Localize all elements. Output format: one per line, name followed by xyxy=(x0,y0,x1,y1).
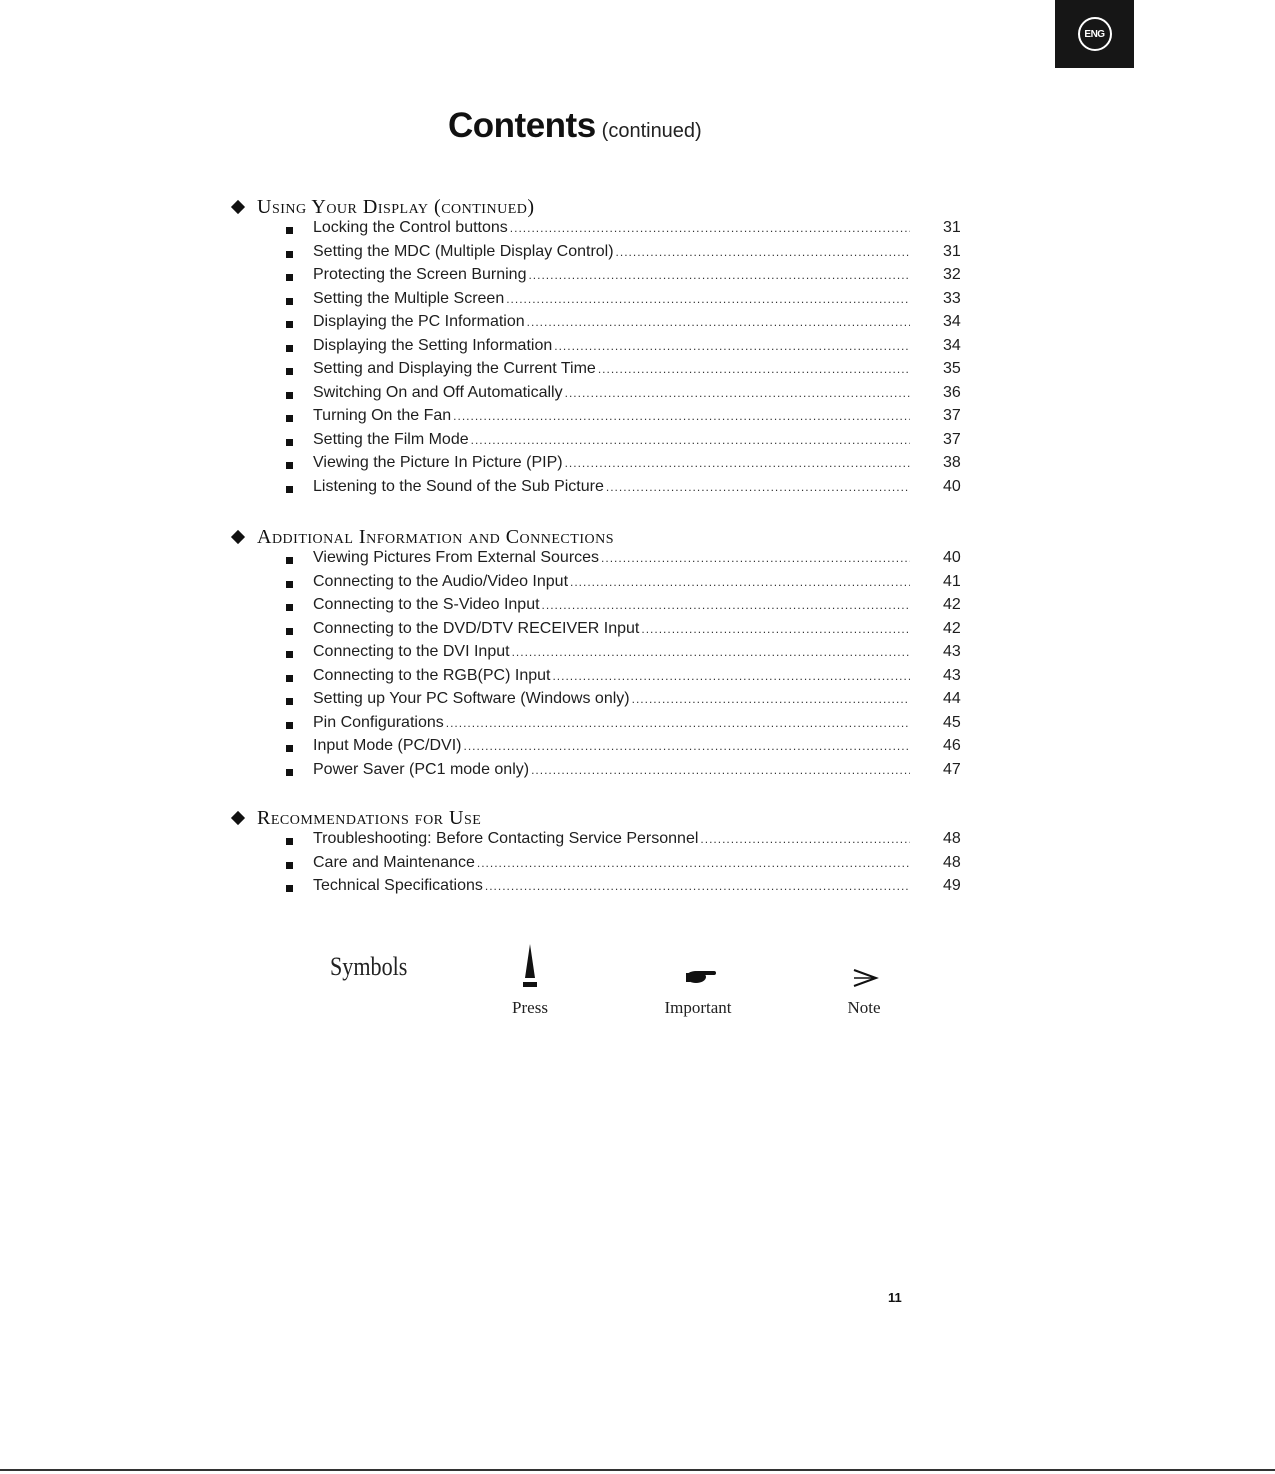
language-badge: ENG xyxy=(1078,17,1112,51)
square-bullet-icon xyxy=(286,486,293,493)
title-main: Contents xyxy=(448,106,596,145)
toc-entry-page: 31 xyxy=(943,219,961,236)
dot-leader xyxy=(565,456,910,470)
toc-entry-list xyxy=(230,549,970,784)
toc-entry-page: 49 xyxy=(943,877,961,894)
square-bullet-icon xyxy=(286,698,293,705)
toc-entry xyxy=(230,573,970,597)
toc-entry-title: Displaying the PC Information xyxy=(313,313,525,330)
toc-entry xyxy=(230,266,970,290)
symbol-note xyxy=(804,938,924,1017)
square-bullet-icon xyxy=(286,415,293,422)
toc-entry xyxy=(230,620,970,644)
dot-leader xyxy=(632,692,910,706)
square-bullet-icon xyxy=(286,345,293,352)
toc-entry-title: Care and Maintenance xyxy=(313,853,475,871)
toc-entry-page: 34 xyxy=(943,313,961,330)
toc-entry xyxy=(230,549,970,573)
symbols-legend xyxy=(330,938,930,1038)
square-bullet-icon xyxy=(286,604,293,611)
toc-entry-page: 45 xyxy=(943,713,961,731)
press-icon xyxy=(470,938,590,994)
square-bullet-icon xyxy=(286,675,293,682)
diamond-bullet-icon xyxy=(231,811,245,825)
square-bullet-icon xyxy=(286,321,293,328)
toc-entry xyxy=(230,596,970,620)
dot-leader xyxy=(464,739,911,753)
toc-entry-page: 48 xyxy=(943,830,961,847)
toc-entry-title: Viewing Pictures From External Sources xyxy=(313,549,600,566)
toc-entry xyxy=(230,290,970,314)
toc-entry-title: Setting the Multiple Screen xyxy=(313,289,505,307)
toc-entry-page: 38 xyxy=(943,454,961,471)
square-bullet-icon xyxy=(286,392,293,399)
toc-entry-page: 46 xyxy=(943,737,961,754)
toc-entry-title: Input Mode (PC/DVI) xyxy=(313,737,462,754)
toc-entry-title: Setting up Your PC Software (Windows only) xyxy=(313,690,630,707)
toc-entry-title: Connecting to the DVI Input xyxy=(313,643,510,660)
dot-leader xyxy=(542,598,910,612)
toc-entry-title: Setting the Film Mode xyxy=(313,430,469,448)
toc-entry-title: Connecting to the Audio/Video Input xyxy=(313,572,569,590)
toc-entry xyxy=(230,407,970,431)
toc-entry-page: 43 xyxy=(943,643,961,660)
square-bullet-icon xyxy=(286,462,293,469)
dot-leader xyxy=(528,268,910,282)
toc-entry xyxy=(230,337,970,361)
symbol-label: Note xyxy=(847,998,881,1017)
toc-entry-page: 36 xyxy=(943,383,961,401)
symbol-important xyxy=(638,938,758,1017)
toc-entry-title: Switching On and Off Automatically xyxy=(313,383,563,401)
toc-entry xyxy=(230,761,970,785)
toc-entry xyxy=(230,854,970,878)
toc-entry xyxy=(230,667,970,691)
toc-section xyxy=(230,195,970,501)
section-heading xyxy=(230,525,970,549)
symbol-label: Press xyxy=(512,998,548,1017)
toc-entry-page: 32 xyxy=(943,266,961,283)
section-heading xyxy=(230,806,970,830)
toc-entry-page: 47 xyxy=(943,760,961,778)
square-bullet-icon xyxy=(286,885,293,892)
toc-entry xyxy=(230,219,970,243)
toc-entry-title: Listening to the Sound of the Sub Picture xyxy=(313,477,604,495)
toc-entry-title: Viewing the Picture In Picture (PIP) xyxy=(313,454,563,471)
dot-leader xyxy=(506,292,910,306)
toc-entry-page: 43 xyxy=(943,666,961,684)
toc-entry-list xyxy=(230,830,970,901)
toc-entry-title: Setting the MDC (Multiple Display Control) xyxy=(313,242,614,260)
toc-entry-page: 35 xyxy=(943,360,961,377)
title-sub: (continued) xyxy=(601,120,702,142)
square-bullet-icon xyxy=(286,769,293,776)
dot-leader xyxy=(606,480,910,494)
square-bullet-icon xyxy=(286,838,293,845)
symbol-press xyxy=(470,938,590,1017)
toc-entry-title: Pin Configurations xyxy=(313,713,444,731)
arrow-note-icon xyxy=(804,938,924,994)
dot-leader xyxy=(527,315,910,329)
dot-leader xyxy=(700,832,910,846)
square-bullet-icon xyxy=(286,651,293,658)
square-bullet-icon xyxy=(286,745,293,752)
dot-leader xyxy=(552,669,910,683)
toc-entry-title: Turning On the Fan xyxy=(313,407,452,424)
square-bullet-icon xyxy=(286,862,293,869)
symbol-label: Important xyxy=(664,998,732,1017)
toc-entry-list xyxy=(230,219,970,501)
toc-entry-title: Technical Specifications xyxy=(313,877,483,894)
diamond-bullet-icon xyxy=(231,530,245,544)
toc-entry xyxy=(230,431,970,455)
toc-entry-page: 31 xyxy=(943,242,961,260)
dot-leader xyxy=(471,433,910,447)
toc-entry-page: 41 xyxy=(943,572,961,590)
toc-entry-title: Connecting to the RGB(PC) Input xyxy=(313,666,551,684)
dot-leader xyxy=(554,339,910,353)
page-title xyxy=(448,106,702,146)
page-bottom-border xyxy=(0,1469,1275,1471)
square-bullet-icon xyxy=(286,581,293,588)
toc-entry-title: Connecting to the S-Video Input xyxy=(313,596,540,613)
toc-entry xyxy=(230,737,970,761)
dot-leader xyxy=(601,551,910,565)
square-bullet-icon xyxy=(286,227,293,234)
toc-entry xyxy=(230,243,970,267)
toc-entry-page: 33 xyxy=(943,289,961,307)
square-bullet-icon xyxy=(286,298,293,305)
pointing-hand-icon xyxy=(638,938,758,994)
toc-entry-title: Protecting the Screen Burning xyxy=(313,266,527,283)
dot-leader xyxy=(570,575,910,589)
dot-leader xyxy=(510,221,910,235)
square-bullet-icon xyxy=(286,557,293,564)
square-bullet-icon xyxy=(286,251,293,258)
toc-entry xyxy=(230,384,970,408)
page-number: 11 xyxy=(888,1290,902,1305)
toc-entry xyxy=(230,830,970,854)
dot-leader xyxy=(565,386,910,400)
dot-leader xyxy=(485,879,910,893)
square-bullet-icon xyxy=(286,368,293,375)
toc-entry-title: Connecting to the DVD/DTV RECEIVER Input xyxy=(313,619,640,637)
dot-leader xyxy=(512,645,910,659)
toc-entry xyxy=(230,643,970,667)
toc-entry-title: Power Saver (PC1 mode only) xyxy=(313,760,530,778)
square-bullet-icon xyxy=(286,722,293,729)
toc-entry-page: 44 xyxy=(943,690,961,707)
toc-entry-page: 40 xyxy=(943,549,961,566)
toc-entry-title: Setting and Displaying the Current Time xyxy=(313,360,596,377)
dot-leader xyxy=(453,409,910,423)
toc-entry xyxy=(230,313,970,337)
square-bullet-icon xyxy=(286,439,293,446)
toc-entry-title: Locking the Control buttons xyxy=(313,219,508,236)
dot-leader xyxy=(477,856,910,870)
section-heading xyxy=(230,195,970,219)
section-heading-text: Using Your Display (continued) xyxy=(257,195,535,218)
toc-entry xyxy=(230,690,970,714)
square-bullet-icon xyxy=(286,274,293,281)
dot-leader xyxy=(598,362,910,376)
toc-entry-page: 40 xyxy=(943,477,961,495)
toc-entry xyxy=(230,478,970,502)
toc-entry-page: 48 xyxy=(943,853,961,871)
toc-section xyxy=(230,525,970,784)
toc-section xyxy=(230,806,970,901)
toc-entry-page: 42 xyxy=(943,596,961,613)
section-heading-text: Recommendations for Use xyxy=(257,806,482,829)
toc-entry-page: 37 xyxy=(943,407,961,424)
dot-leader xyxy=(616,245,910,259)
toc-entry-title: Displaying the Setting Information xyxy=(313,336,553,354)
dot-leader xyxy=(641,622,910,636)
toc-entry-page: 34 xyxy=(943,336,961,354)
language-tab xyxy=(1055,0,1134,68)
dot-leader xyxy=(531,763,910,777)
diamond-bullet-icon xyxy=(231,200,245,214)
symbols-title: Symbols xyxy=(330,952,408,981)
toc-entry xyxy=(230,360,970,384)
section-heading-text: Additional Information and Connections xyxy=(257,525,614,548)
toc-entry-title: Troubleshooting: Before Contacting Service Personnel xyxy=(313,830,699,847)
toc-entry xyxy=(230,877,970,901)
toc-entry xyxy=(230,714,970,738)
toc-entry-page: 37 xyxy=(943,430,961,448)
square-bullet-icon xyxy=(286,628,293,635)
dot-leader xyxy=(446,716,910,730)
toc-entry xyxy=(230,454,970,478)
toc-entry-page: 42 xyxy=(943,619,961,637)
